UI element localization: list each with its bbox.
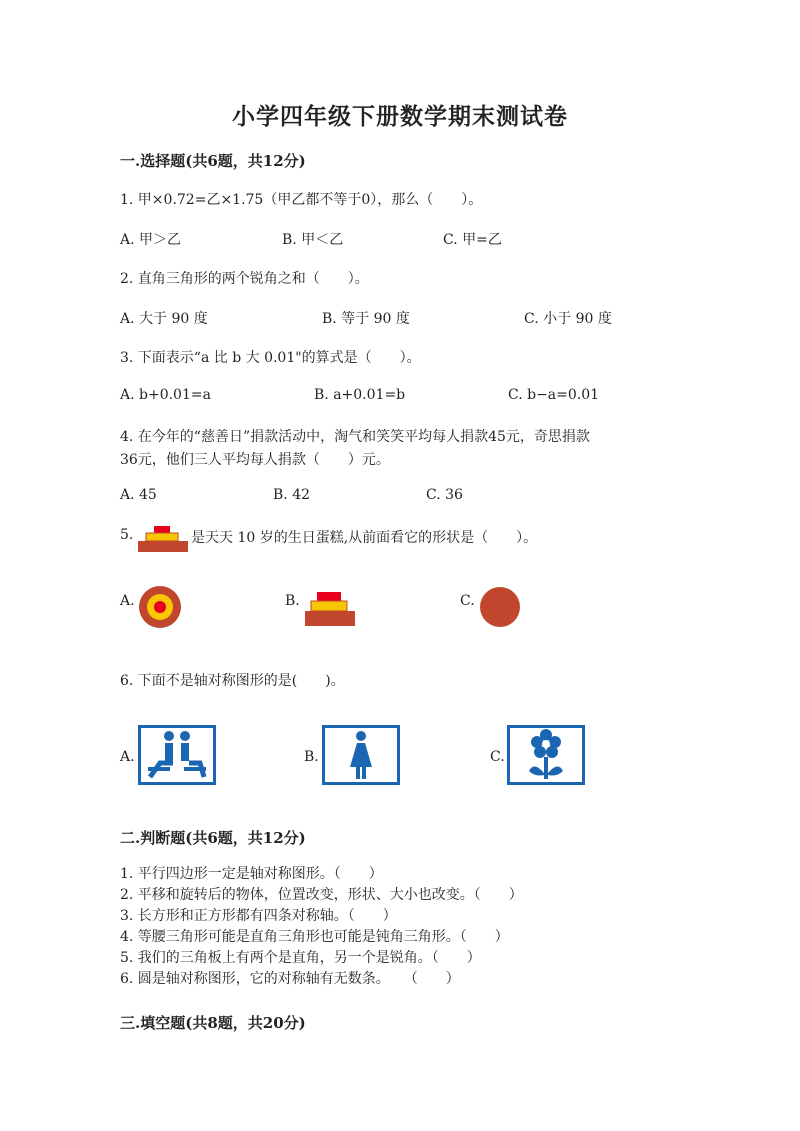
judge-item-1: 1. 平行四边形一定是轴对称图形。（ ） [120, 866, 383, 882]
question-4-line-2: 36元，他们三人平均每人捐款（ ）元。 [120, 452, 390, 468]
q3-option-c[interactable]: C. b−a=0.01 [508, 387, 600, 403]
q1-option-c[interactable]: C. 甲=乙 [443, 232, 502, 248]
q2-option-a[interactable]: A. 大于 90 度 [120, 311, 208, 327]
q6-option-b[interactable]: B. [304, 749, 319, 765]
q5-option-a[interactable]: A. [120, 593, 135, 609]
q5-option-c[interactable]: C. [460, 593, 475, 609]
judge-item-4: 4. 等腰三角形可能是直角三角形也可能是钝角三角形。（ ） [120, 929, 509, 945]
q4-option-a[interactable]: A. 45 [120, 487, 157, 503]
question-3: 3. 下面表示“a 比 b 大 0.01"的算式是（ ）。 [120, 350, 421, 366]
question-2: 2. 直角三角形的两个锐角之和（ ）。 [120, 271, 369, 287]
page-title: 小学四年级下册数学期末测试卷 [232, 103, 568, 130]
judge-item-5: 5. 我们的三角板上有两个是直角，另一个是锐角。（ ） [120, 950, 481, 966]
judge-item-6: 6. 圆是轴对称图形，它的对称轴有无数条。 （ ） [120, 971, 460, 987]
q2-option-b[interactable]: B. 等于 90 度 [322, 311, 410, 327]
cake-front-view-icon[interactable] [303, 590, 357, 628]
judge-item-2: 2. 平移和旋转后的物体，位置改变，形状、大小也改变。（ ） [120, 887, 523, 903]
q2-option-c[interactable]: C. 小于 90 度 [524, 311, 612, 327]
woman-sign-icon[interactable] [322, 725, 400, 785]
q3-option-b[interactable]: B. a+0.01=b [314, 387, 406, 403]
section-heading-true-false: 二.判断题(共6题，共12分) [120, 829, 306, 847]
section-heading-choice: 一.选择题(共6题，共12分) [120, 152, 306, 170]
judge-item-3: 3. 长方形和正方形都有四条对称轴。（ ） [120, 908, 397, 924]
question-5-number: 5. [120, 527, 134, 543]
q6-option-a[interactable]: A. [120, 749, 135, 765]
q3-option-a[interactable]: A. b+0.01=a [120, 387, 211, 403]
cake-icon [136, 524, 190, 554]
q5-option-b[interactable]: B. [285, 593, 300, 609]
flower-sign-icon[interactable] [507, 725, 585, 785]
question-4-line-1: 4. 在今年的“慈善日”捐款活动中，淘气和笑笑平均每人捐款45元，奇思捐款 [120, 429, 590, 445]
cake-top-view-icon[interactable] [137, 584, 183, 630]
section-heading-fill-blank: 三.填空题(共8题，共20分) [120, 1014, 306, 1032]
q6-option-c[interactable]: C. [490, 749, 505, 765]
question-5: 是天天 10 岁的生日蛋糕,从前面看它的形状是（ ）。 [191, 530, 538, 546]
q4-option-c[interactable]: C. 36 [426, 487, 463, 503]
question-6: 6. 下面不是轴对称图形的是( )。 [120, 673, 345, 689]
question-1: 1. 甲×0.72=乙×1.75（甲乙都不等于0），那么（ ）。 [120, 192, 483, 208]
q1-option-b[interactable]: B. 甲＜乙 [282, 232, 344, 248]
q1-option-a[interactable]: A. 甲＞乙 [120, 232, 182, 248]
solid-circle-icon[interactable] [478, 585, 522, 629]
q4-option-b[interactable]: B. 42 [273, 487, 311, 503]
seated-people-sign-icon[interactable] [138, 725, 216, 785]
